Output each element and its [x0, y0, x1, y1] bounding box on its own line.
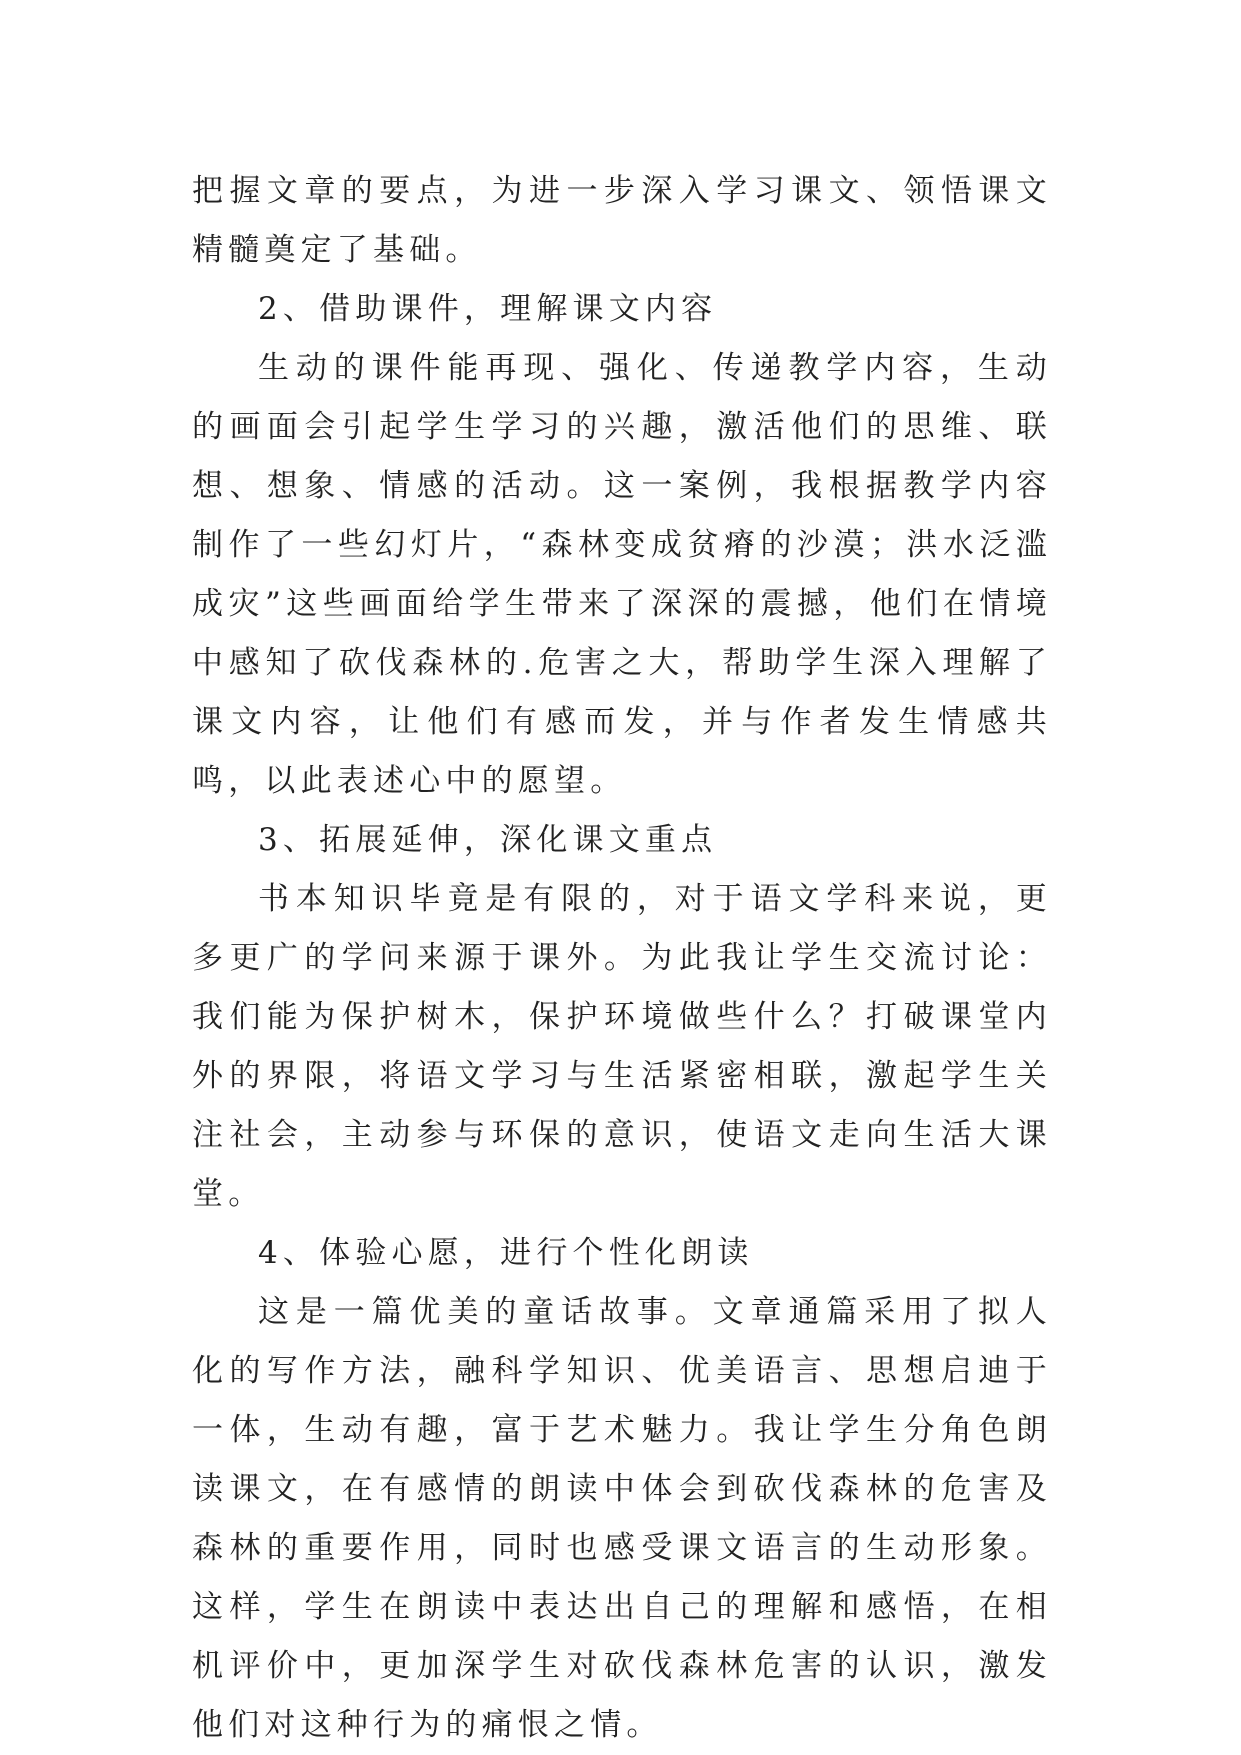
paragraph: 书本知识毕竟是有限的，对于语文学科来说，更多更广的学问来源于课外。为此我让学生交流讨论：我们能为保护树木，保护环境做些什么？打破课堂内外的界限，将语文学习与生活紧密相联，激起学生关注社会，主动参与环保的意识，使语文走向生活大课堂。: [192, 881, 1052, 1212]
section-heading-3: 3、拓展延伸，深化课文重点: [258, 822, 718, 858]
section-heading-2: 2、借助课件，理解课文内容: [258, 291, 718, 327]
document-body: [192, 162, 1052, 1755]
paragraph: 这是一篇优美的童话故事。文章通篇采用了拟人化的写作方法，融科学知识、优美语言、思想启迪于一体，生动有趣，富于艺术魅力。我让学生分角色朗读课文，在有感情的朗读中体会到砍伐森林的危害及森林的重要作用，同时也感受课文语言的生动形象。这样，学生在朗读中表达出自己的理解和感悟，在相机评价中，更加深学生对砍伐森林危害的认识，激发他们对这种行为的痛恨之情。: [192, 1294, 1052, 1743]
section-heading-4: 4、体验心愿，进行个性化朗读: [258, 1235, 754, 1271]
paragraph: 生动的课件能再现、强化、传递教学内容，生动的画面会引起学生学习的兴趣，激活他们的思维、联想、想象、情感的活动。这一案例，我根据教学内容制作了一些幻灯片，“森林变成贫瘠的沙漠；洪水泛滥成灾”这些画面给学生带来了深深的震撼，他们在情境中感知了砍伐森林的.危害之大，帮助学生深入理解了课文内容，让他们有感而发，并与作者发生情感共鸣，以此表述心中的愿望。: [192, 350, 1052, 799]
paragraph-continuation: 把握文章的要点，为进一步深入学习课文、领悟课文精髓奠定了基础。: [192, 173, 1052, 268]
